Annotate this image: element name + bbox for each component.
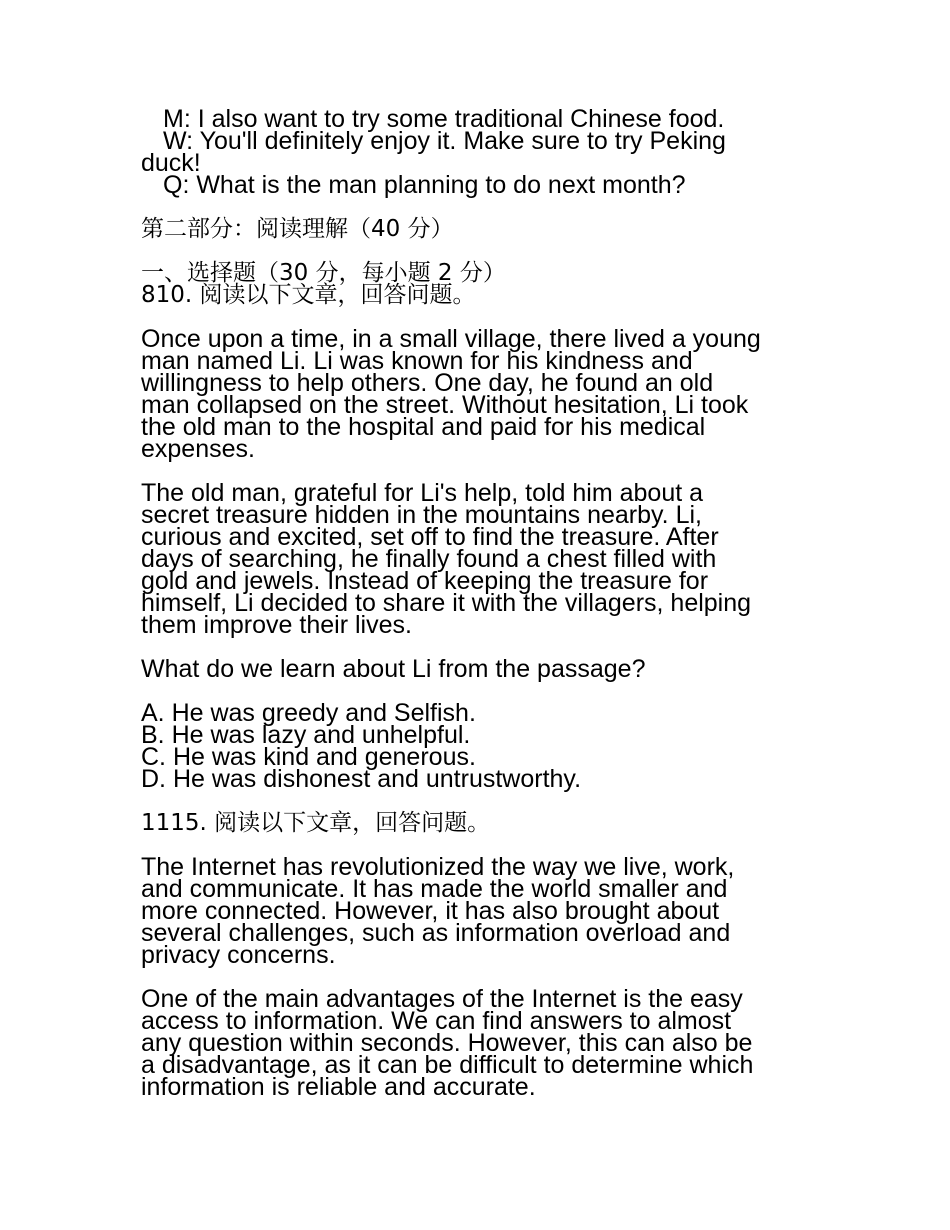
passage-line: The Internet has revolutionized the way we live, work, <box>141 853 735 881</box>
passage-line: man named Li. Li was known for his kindness and <box>141 347 693 375</box>
question-810-options <box>141 699 821 793</box>
passage-line: a disadvantage, as it can be difficult to determine which <box>141 1051 754 1079</box>
dialogue-m-line: M: I also want to try some traditional Chinese food. <box>163 105 725 133</box>
question-810-prompt: What do we learn about Li from the passage? <box>141 655 646 683</box>
option-a: A. He was greedy and Selfish. <box>141 699 476 727</box>
passage-line: expenses. <box>141 435 255 463</box>
dialogue-w-line-cont: duck! <box>141 149 201 177</box>
section-subtitle: 一、选择题（30 分，每小题 2 分） <box>141 260 506 286</box>
question-810-passage-1 <box>141 325 821 463</box>
passage-line: gold and jewels. Instead of keeping the treasure for <box>141 567 709 595</box>
passage-line: more connected. However, it has also brought about <box>141 897 720 925</box>
listening-dialogue <box>141 105 821 199</box>
question-810-passage-2 <box>141 479 821 639</box>
passage-line: access to information. We can find answers to almost <box>141 1007 732 1035</box>
passage-line: them improve their lives. <box>141 611 412 639</box>
question-1115-heading: 1115. 阅读以下文章，回答问题。 <box>141 810 491 836</box>
passage-line: Once upon a time, in a small village, there lived a young <box>141 325 761 353</box>
passage-line: days of searching, he finally found a chest filled with <box>141 545 717 573</box>
option-d: D. He was dishonest and untrustworthy. <box>141 765 582 793</box>
passage-line: curious and excited, set off to find the treasure. After <box>141 523 719 551</box>
passage-line: himself, Li decided to share it with the villagers, helping <box>141 589 752 617</box>
passage-line: the old man to the hospital and paid for his medical <box>141 413 706 441</box>
document-page <box>141 105 821 1101</box>
option-b: B. He was lazy and unhelpful. <box>141 721 471 749</box>
passage-line: man collapsed on the street. Without hesitation, Li took <box>141 391 749 419</box>
passage-line: and communicate. It has made the world smaller and <box>141 875 728 903</box>
question-1115-passage-2 <box>141 985 821 1101</box>
passage-line: secret treasure hidden in the mountains nearby. Li, <box>141 501 702 529</box>
section-title: 第二部分：阅读理解（40 分） <box>141 216 454 242</box>
question-810-heading: 810. 阅读以下文章，回答问题。 <box>141 282 476 308</box>
question-1115-passage-1 <box>141 853 821 969</box>
option-c: C. He was kind and generous. <box>141 743 476 771</box>
passage-line: One of the main advantages of the Internet is the easy <box>141 985 743 1013</box>
passage-line: any question within seconds. However, this can also be <box>141 1029 753 1057</box>
passage-line: several challenges, such as information overload and <box>141 919 731 947</box>
dialogue-question: Q: What is the man planning to do next month? <box>163 171 686 199</box>
passage-line: information is reliable and accurate. <box>141 1073 536 1101</box>
passage-line: The old man, grateful for Li's help, told him about a <box>141 479 704 507</box>
passage-line: privacy concerns. <box>141 941 336 969</box>
dialogue-w-line: W: You'll definitely enjoy it. Make sure to try Peking <box>163 127 726 155</box>
passage-line: willingness to help others. One day, he found an old <box>141 369 714 397</box>
